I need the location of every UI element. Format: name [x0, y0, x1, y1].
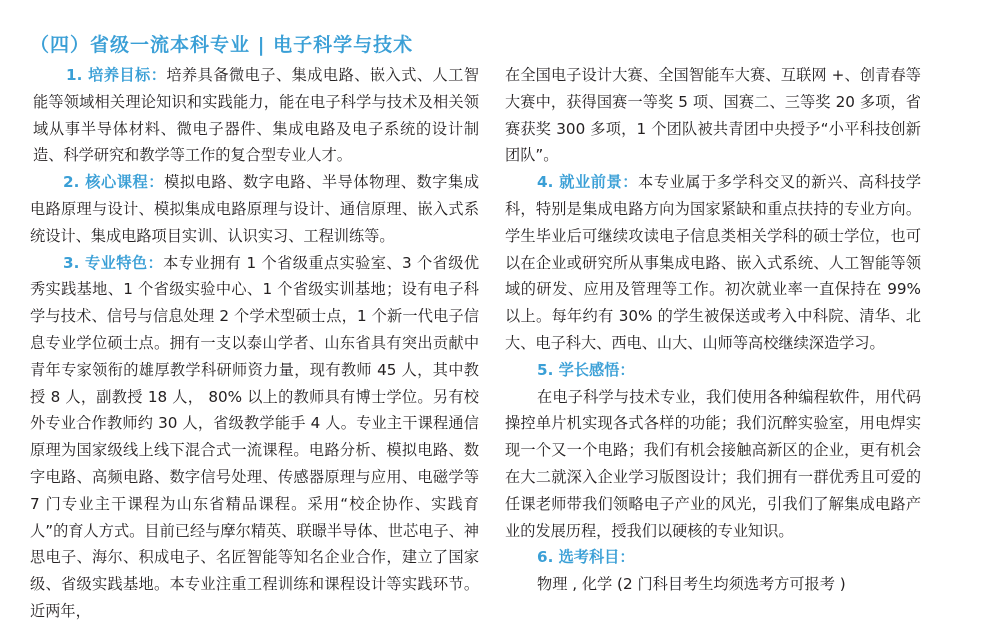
employment-heading: 4. 就业前景：: [537, 173, 638, 192]
features-continuation: 在全国电子设计大赛、全国智能车大赛、互联网 +、创青春等大赛中，获得国赛一等奖 5 项、国赛二、三等奖 20 多项，省赛获奖 300 多项，1 个团队被共青团中央授予“小平科技创新团队”。: [505, 66, 921, 165]
training-goal-paragraph: [33, 62, 479, 169]
elective-subjects-text: 物理 , 化学 (2 门科目考生均须选考方可报考 ): [537, 575, 846, 594]
core-courses-heading: 2. 核心课程：: [63, 173, 165, 192]
core-courses-paragraph: [30, 169, 479, 249]
elective-subjects-heading: 6. 选考科目：: [537, 548, 635, 567]
features-paragraph: [30, 250, 479, 625]
features-text: 本专业拥有 1 个省级重点实验室、3 个省级优秀实践基地、1 个省级实验中心、1 个省级实训基地；设有电子科学与技术、信号与信息处理 2 个学术型硕士点，1 个新一代电子信息专业学位硕士点。拥有一支以泰山学者、山东省具有突出贡献中青年专家领衔的雄厚教学科研师资力量，现有教师 45 人，其中教授 8 人，副教授 18 人， 80% 以上的教师具有博士学位。另有校外专业合作教师约 30 人，省级教学能手 4 人。专业主干课程通信原理为国家级线上线下混合式一流课程。电路分析、模拟电路、数字电路、高频电路、数字信号处理、传感器原理与应用、电磁学等 7 门专业主干课程为山东省精品课程。采用“校企协作、实践育人”的育人方式。目前已经与摩尔精英、联暻半导体、世芯电子、神思电子、海尔、积成电子、名匠智能等知名企业合作，建立了国家级、省级实践基地。本专业注重工程训练和课程设计等实践环节。近两年，: [30, 253, 480, 620]
senior-thoughts-text: 在电子科学与技术专业，我们使用各种编程软件，用代码操控单片机实现各式各样的功能；我们沉醉实验室，用电焊实现一个又一个电路；我们有机会接触高新区的企业，更有机会在大二就深入企业学习版图设计；我们拥有一群优秀且可爱的任课老师带我们领略电子产业的风光，引我们了解集成电路产业的发展历程，授我们以硬核的专业知识。: [505, 387, 921, 540]
right-column: [505, 62, 921, 598]
left-column: [30, 62, 480, 625]
senior-thoughts-heading: 5. 学长感悟：: [537, 360, 635, 379]
features-heading: 3. 专业特色：: [63, 253, 164, 272]
core-courses-text: 模拟电路、数字电路、半导体物理、数字集成电路原理与设计、模拟集成电路原理与设计、通信原理、嵌入式系统设计、集成电路项目实训、认识实习、工程训练等。: [30, 173, 480, 245]
employment-paragraph: [505, 169, 921, 357]
training-goal-heading: 1. 培养目标：: [66, 66, 167, 84]
section-title: （四）省级一流本科专业 | 电子科学与技术: [30, 34, 414, 56]
training-goal-text: 培养具备微电子、集成电路、嵌入式、人工智能等领域相关理论知识和实践能力，能在电子科学与技术及相关领域从事半导体材料、微电子器件、集成电路及电子系统的设计制造、科学研究和教学等工作的复合型专业人才。: [33, 66, 480, 165]
employment-text: 本专业属于多学科交叉的新兴、高科技学科，特别是集成电路方向为国家紧缺和重点扶持的专业方向。学生毕业后可继续攻读电子信息类相关学科的硕士学位，也可以在企业或研究所从事集成电路、嵌入式系统、人工智能等领域的研发、应用及管理等工作。初次就业率一直保持在 99% 以上。每年约有 30% 的学生被保送或考入中科院、清华、北大、电子科大、西电、山大、山师等高校继续深造学习。: [505, 173, 922, 352]
